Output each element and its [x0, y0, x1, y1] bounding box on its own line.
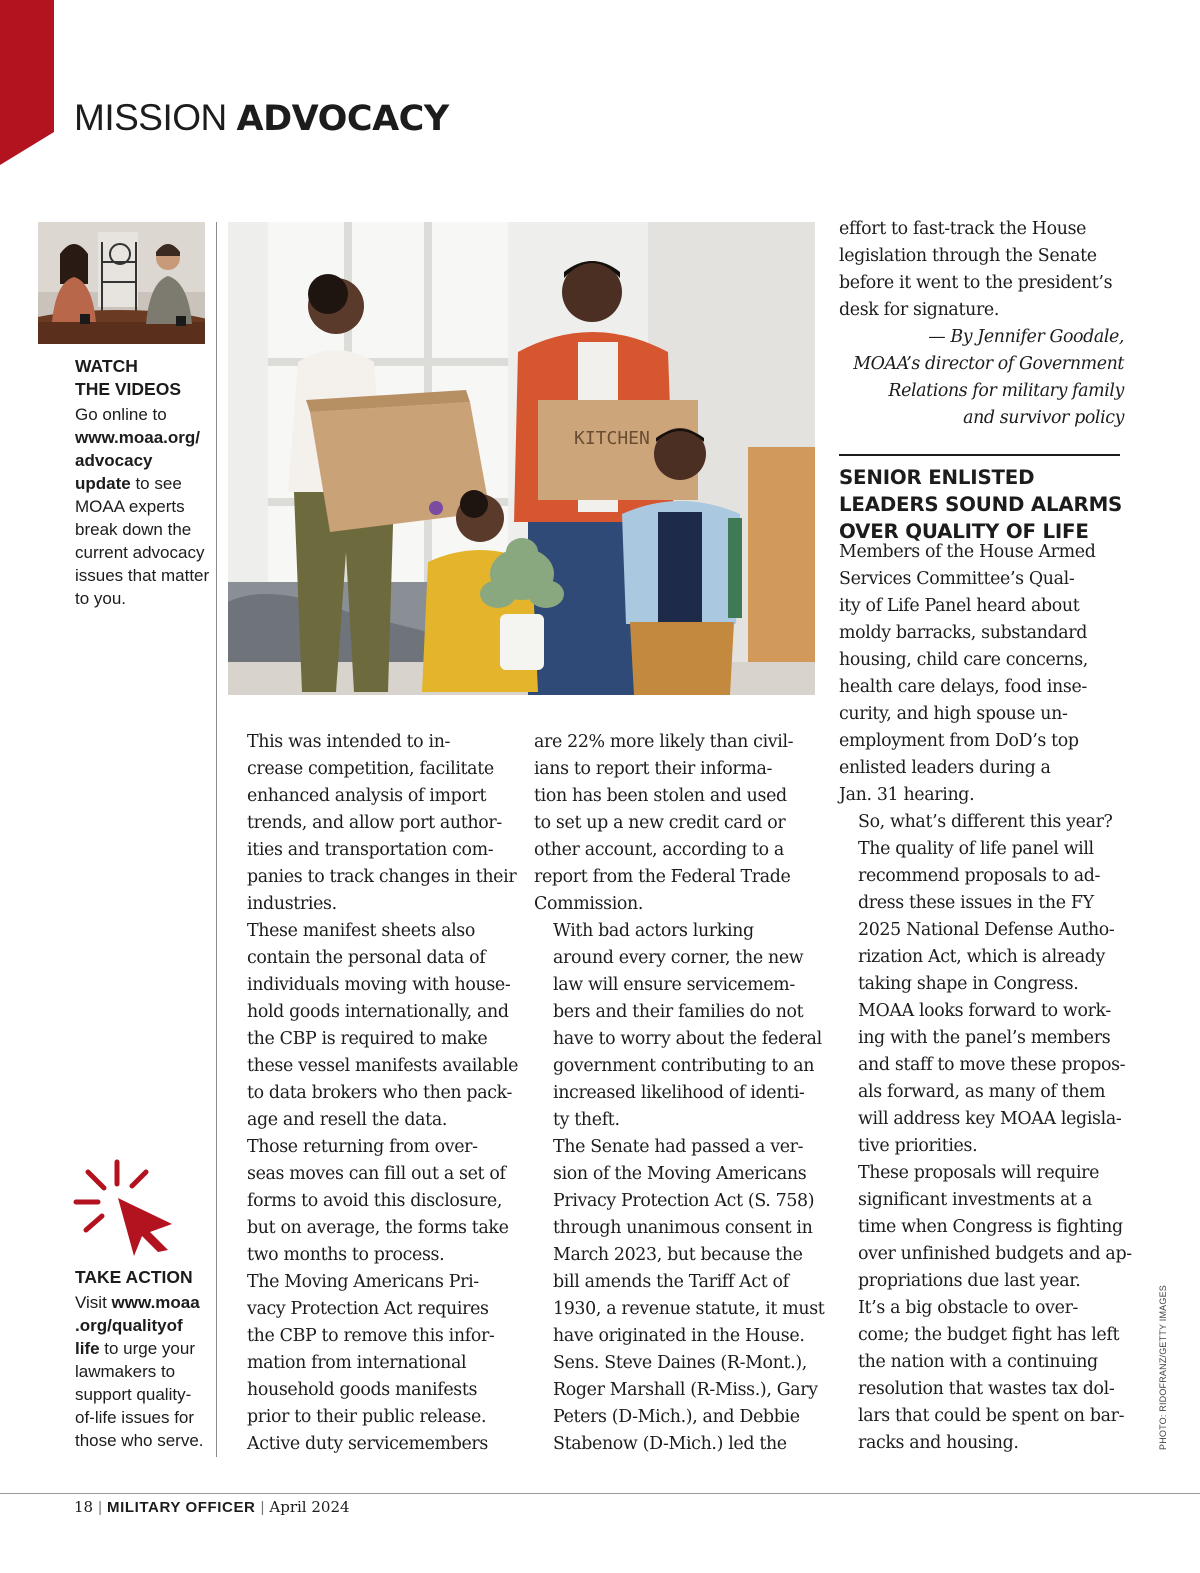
byline-line: — By Jennifer Goodale,: [928, 327, 1124, 347]
take-action-text: [75, 1291, 210, 1452]
col1-line: the CBP is required to make: [247, 1029, 488, 1049]
col3-line: These proposals will require: [858, 1163, 1100, 1183]
video-thumbnail[interactable]: [38, 222, 205, 344]
col1-line: the CBP to remove this infor-: [247, 1326, 495, 1346]
col1-paragraph-2: [228, 918, 518, 1134]
col3-line: time when Congress is fighting: [858, 1217, 1123, 1237]
col1-line: seas moves can fill out a set of: [247, 1164, 506, 1184]
col1-line: individuals moving with house-: [247, 975, 511, 995]
col3-line: als forward, as many of them: [858, 1082, 1106, 1102]
col2-line: Peters (D-Mich.), and Debbie: [553, 1407, 800, 1427]
col3-line: It’s a big obstacle to over-: [858, 1298, 1079, 1318]
col3-paragraph-2: [839, 809, 1129, 836]
footer-separator: |: [98, 1499, 102, 1516]
col2-line: 1930, a revenue statute, it must: [553, 1299, 825, 1319]
col1-line: panies to track changes in their: [247, 867, 517, 887]
col1-line: enhanced analysis of import: [247, 786, 487, 806]
col2-line: ians to report their informa-: [534, 759, 773, 779]
watch-videos-title: [75, 355, 210, 401]
col3-line: So, what’s different this year?: [858, 812, 1113, 832]
col3-line: ity of Life Panel heard about: [839, 596, 1080, 616]
watch-title-line-1: WATCH: [75, 356, 138, 376]
watch-videos-text: [75, 403, 210, 610]
col2-line: report from the Federal Trade: [534, 867, 791, 887]
col1-line: Active duty servicemembers: [247, 1434, 488, 1454]
col1-line: contain the personal data of: [247, 948, 486, 968]
col2-paragraph-2: [534, 918, 824, 1134]
col2-line: Commission.: [534, 894, 644, 914]
sidebar-divider: [216, 222, 217, 1457]
col2-line: bers and their families do not: [553, 1002, 804, 1022]
magazine-name: MILITARY OFFICER: [107, 1499, 256, 1516]
col2-paragraph-1: [534, 729, 824, 918]
col3-line: the nation with a continuing: [858, 1352, 1098, 1372]
col2-line: The Senate had passed a ver-: [553, 1137, 804, 1157]
col1-line: vacy Protection Act requires: [247, 1299, 489, 1319]
family-moving-illustration: [228, 222, 815, 695]
col3-line: significant investments at a: [858, 1190, 1092, 1210]
col3-line: racks and housing.: [858, 1433, 1019, 1453]
col3-line: ing with the panel’s members: [858, 1028, 1111, 1048]
col2-line: law will ensure servicemem-: [553, 975, 795, 995]
col2-line: have originated in the House.: [553, 1326, 805, 1346]
col3-line: before it went to the president’s: [839, 273, 1113, 293]
quality-of-life-link[interactable]: www.moaa .org/qualityof life: [75, 1293, 200, 1358]
page-footer: [74, 1497, 350, 1518]
author-byline: [839, 324, 1124, 432]
page-number: 18: [74, 1498, 94, 1516]
col3-paragraph-4: [839, 1160, 1132, 1295]
col3-line: curity, and high spouse un-: [839, 704, 1068, 724]
col1-line: Those returning from over-: [247, 1137, 478, 1157]
col1-line: but on average, the forms take: [247, 1218, 509, 1238]
col2-paragraph-3: [534, 1134, 824, 1458]
article-column-2: [534, 729, 824, 1458]
hero-photo: [228, 222, 815, 695]
col1-line: these vessel manifests available: [247, 1056, 519, 1076]
col1-line: two months to process.: [247, 1245, 445, 1265]
box-label: KITCHEN: [574, 428, 650, 449]
byline-line: Relations for military family: [888, 381, 1124, 401]
col2-line: bill amends the Tariff Act of: [553, 1272, 789, 1292]
col2-line: Sens. Steve Daines (R-Mont.),: [553, 1353, 807, 1373]
col3-line: Services Committee’s Qual-: [839, 569, 1075, 589]
action-lead-text: Visit: [75, 1293, 112, 1312]
col3-line: The quality of life panel will: [858, 839, 1094, 859]
col3-line: lars that could be spent on bar-: [858, 1406, 1125, 1426]
col2-line: government contributing to an: [553, 1056, 815, 1076]
col1-line: forms to avoid this disclosure,: [247, 1191, 503, 1211]
col3-line: legislation through the Senate: [839, 246, 1097, 266]
click-cursor-icon: [72, 1158, 177, 1258]
watch-title-line-2: THE VIDEOS: [75, 379, 181, 399]
col2-line: increased likelihood of identi-: [553, 1083, 805, 1103]
col2-line: Privacy Protection Act (S. 758): [553, 1191, 815, 1211]
col1-line: household goods manifests: [247, 1380, 478, 1400]
video-thumbnail-illustration: [38, 222, 205, 344]
col3-line: Jan. 31 hearing.: [839, 785, 975, 805]
col3-line: propriations due last year.: [858, 1271, 1081, 1291]
col3-line: Members of the House Armed: [839, 542, 1096, 562]
photo-credit: PHOTO: RIDOFRANZ/GETTY IMAGES: [1158, 1285, 1168, 1450]
issue-date: April 2024: [269, 1498, 350, 1516]
col3-line: housing, child care concerns,: [839, 650, 1088, 670]
watch-videos-callout: [75, 355, 210, 610]
col3-line: rization Act, which is already: [858, 947, 1105, 967]
col1-line: hold goods internationally, and: [247, 1002, 509, 1022]
col1-paragraph-5: [228, 1431, 518, 1458]
article-column-1: [228, 729, 518, 1458]
action-rest-text: to urge your lawmakers to support quality-of-life issues for those who serve.: [75, 1339, 204, 1450]
col3-paragraph-1: [839, 539, 1129, 809]
col3-line: and staff to move these propos-: [858, 1055, 1126, 1075]
col2-line: tion has been stolen and used: [534, 786, 787, 806]
col1-line: mation from international: [247, 1353, 467, 1373]
col1-line: crease competition, facilitate: [247, 759, 494, 779]
col2-line: around every corner, the new: [553, 948, 804, 968]
col3-paragraph-3: [839, 836, 1129, 1160]
col2-line: through unanimous consent in: [553, 1218, 813, 1238]
col1-line: trends, and allow port author-: [247, 813, 502, 833]
col1-line: industries.: [247, 894, 337, 914]
col1-line: These manifest sheets also: [247, 921, 476, 941]
byline-line: MOAA’s director of Government: [853, 354, 1124, 374]
col1-paragraph-1: [228, 729, 518, 918]
col2-line: to set up a new credit card or: [534, 813, 786, 833]
article-column-3-body: [839, 539, 1132, 1457]
col1-paragraph-3: [228, 1134, 518, 1269]
col2-line: Roger Marshall (R-Miss.), Gary: [553, 1380, 818, 1400]
col3-line: resolution that wastes tax dol-: [858, 1379, 1115, 1399]
col2-line: are 22% more likely than civil-: [534, 732, 794, 752]
col3-line: desk for signature.: [839, 300, 1000, 320]
watch-lead-text: Go online to: [75, 405, 167, 424]
col3-line: recommend proposals to ad-: [858, 866, 1101, 886]
col1-line: ities and transportation com-: [247, 840, 494, 860]
col2-line: other account, according to a: [534, 840, 784, 860]
section-divider: [839, 454, 1120, 456]
byline-line: and survivor policy: [963, 408, 1124, 428]
col2-line: ty theft.: [553, 1110, 620, 1130]
col1-line: The Moving Americans Pri-: [247, 1272, 479, 1292]
col3-line: tive priorities.: [858, 1136, 978, 1156]
section-heading-line: LEADERS SOUND ALARMS: [839, 493, 1123, 516]
col3-line: dress these issues in the FY: [858, 893, 1094, 913]
col2-line: With bad actors lurking: [553, 921, 754, 941]
page-title: [74, 96, 449, 141]
col3-line: MOAA looks forward to work-: [858, 1001, 1111, 1021]
col3-line: health care delays, food inse-: [839, 677, 1087, 697]
col3-paragraph-top: [839, 216, 1124, 324]
section-heading: [839, 464, 1124, 545]
col3-line: taking shape in Congress.: [858, 974, 1079, 994]
col3-line: moldy barracks, substandard: [839, 623, 1087, 643]
col1-paragraph-4: [228, 1269, 518, 1431]
footer-separator: |: [260, 1499, 265, 1516]
footer-divider: [0, 1493, 1200, 1494]
page-title-light: MISSION: [74, 97, 237, 138]
col2-line: have to worry about the federal: [553, 1029, 822, 1049]
section-heading-line: SENIOR ENLISTED: [839, 466, 1035, 489]
take-action-callout: [75, 1266, 210, 1452]
col3-line: will address key MOAA legisla-: [858, 1109, 1122, 1129]
col1-line: age and resell the data.: [247, 1110, 448, 1130]
col1-line: prior to their public release.: [247, 1407, 487, 1427]
page-title-bold: ADVOCACY: [236, 99, 449, 139]
advocacy-update-link[interactable]: www.moaa.org/ advocacy update: [75, 428, 201, 493]
col3-paragraph-5: [839, 1295, 1129, 1457]
article-column-3-top: [839, 216, 1124, 545]
col3-line: 2025 National Defense Autho-: [858, 920, 1115, 940]
section-heading-line: OVER QUALITY OF LIFE: [839, 520, 1089, 543]
col1-line: This was intended to in-: [247, 732, 451, 752]
take-action-title: TAKE ACTION: [75, 1267, 193, 1287]
col3-line: come; the budget fight has left: [858, 1325, 1120, 1345]
col3-line: effort to fast-track the House: [839, 219, 1087, 239]
corner-accent: [0, 0, 54, 165]
col3-line: over unfinished budgets and ap-: [858, 1244, 1132, 1264]
col3-line: enlisted leaders during a: [839, 758, 1051, 778]
col2-line: sion of the Moving Americans: [553, 1164, 807, 1184]
watch-rest-text: to see MOAA experts break down the current advocacy issues that matter to you.: [75, 474, 210, 608]
col3-line: employment from DoD’s top: [839, 731, 1079, 751]
col2-line: Stabenow (D-Mich.) led the: [553, 1434, 787, 1454]
col1-line: to data brokers who then pack-: [247, 1083, 513, 1103]
col2-line: March 2023, but because the: [553, 1245, 803, 1265]
